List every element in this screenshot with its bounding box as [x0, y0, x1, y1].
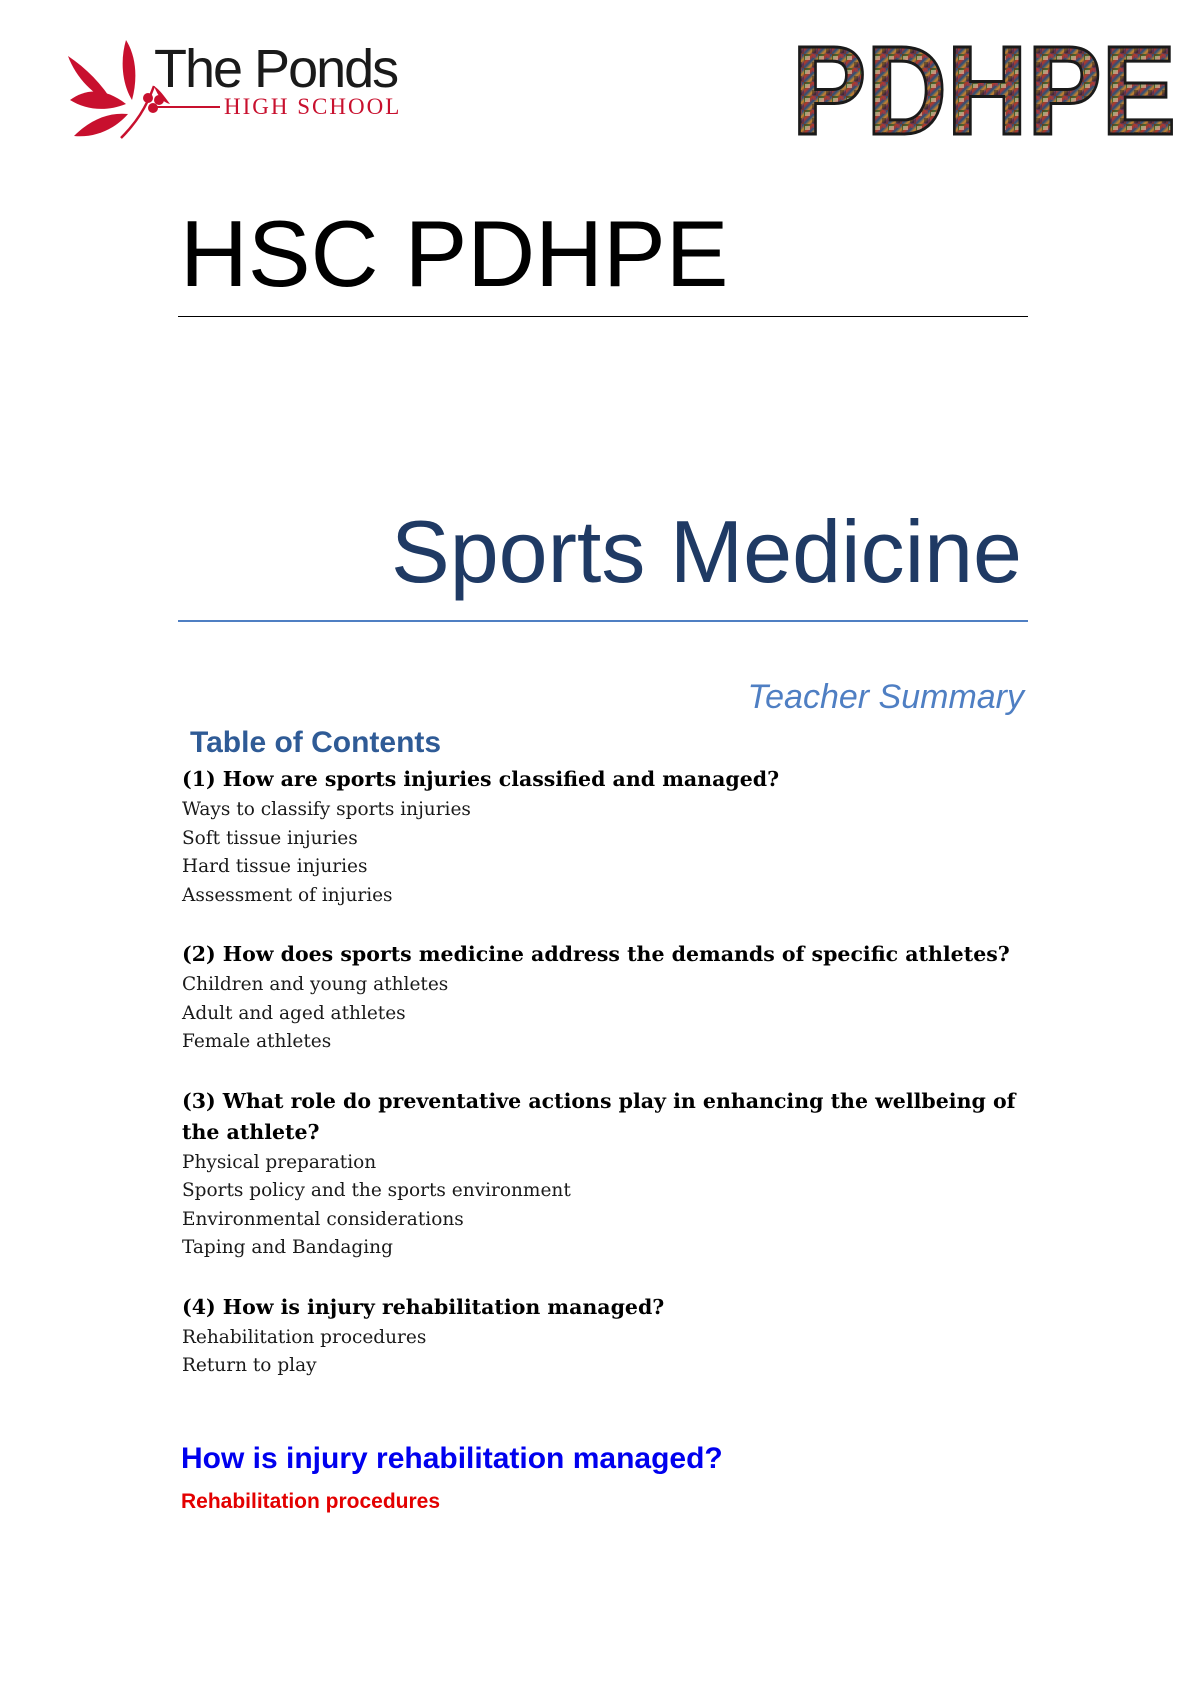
toc-item[interactable]: Physical preparation	[182, 1151, 377, 1173]
toc-item[interactable]: Female athletes	[182, 1031, 332, 1052]
school-name: The Ponds	[154, 39, 398, 99]
document-title: HSC PDHPE	[180, 201, 729, 306]
table-of-contents	[182, 764, 1042, 1410]
toc-question[interactable]: (3) What role do preventative actions play in enhancing the wellbeing of the athlete?	[182, 1088, 1016, 1144]
toc-item[interactable]: Adult and aged athletes	[182, 1002, 406, 1024]
section-heading: How is injury rehabilitation managed?	[181, 1442, 723, 1475]
toc-section-3	[182, 1086, 1042, 1263]
school-subtitle: HIGH SCHOOL	[224, 94, 402, 119]
subject-title: Sports Medicine	[391, 502, 1022, 601]
toc-question[interactable]: (4) How is injury rehabilitation managed?	[182, 1294, 665, 1319]
subject-divider	[178, 620, 1028, 622]
logo-rule	[152, 106, 220, 108]
toc-section-4	[182, 1292, 1042, 1381]
toc-item[interactable]: Sports policy and the sports environment	[182, 1180, 571, 1201]
toc-section-1	[182, 764, 1042, 910]
title-divider	[178, 316, 1028, 317]
toc-question[interactable]: (2) How does sports medicine address the demands of specific athletes?	[182, 942, 1010, 966]
toc-heading: Table of Contents	[190, 726, 442, 759]
toc-item[interactable]: Taping and Bandaging	[182, 1237, 393, 1258]
section-subheading: Rehabilitation procedures	[181, 1490, 441, 1513]
school-logo	[66, 38, 426, 143]
toc-item[interactable]: Assessment of injuries	[182, 884, 393, 906]
toc-question[interactable]: (1) How are sports injuries classified and managed?	[182, 767, 780, 791]
toc-item[interactable]: Return to play	[182, 1355, 317, 1376]
toc-item[interactable]: Rehabilitation procedures	[182, 1326, 427, 1348]
pdhpe-logo-text: PDHPE	[792, 20, 1176, 161]
toc-item[interactable]: Ways to classify sports injuries	[182, 799, 471, 820]
toc-item[interactable]: Soft tissue injuries	[182, 827, 358, 849]
toc-item[interactable]: Hard tissue injuries	[182, 856, 368, 877]
toc-item[interactable]: Environmental considerations	[182, 1208, 464, 1230]
summary-label: Teacher Summary	[747, 678, 1024, 716]
toc-item[interactable]: Children and young athletes	[182, 974, 449, 995]
toc-section-2	[182, 939, 1042, 1057]
pdhpe-logo	[790, 20, 1180, 161]
